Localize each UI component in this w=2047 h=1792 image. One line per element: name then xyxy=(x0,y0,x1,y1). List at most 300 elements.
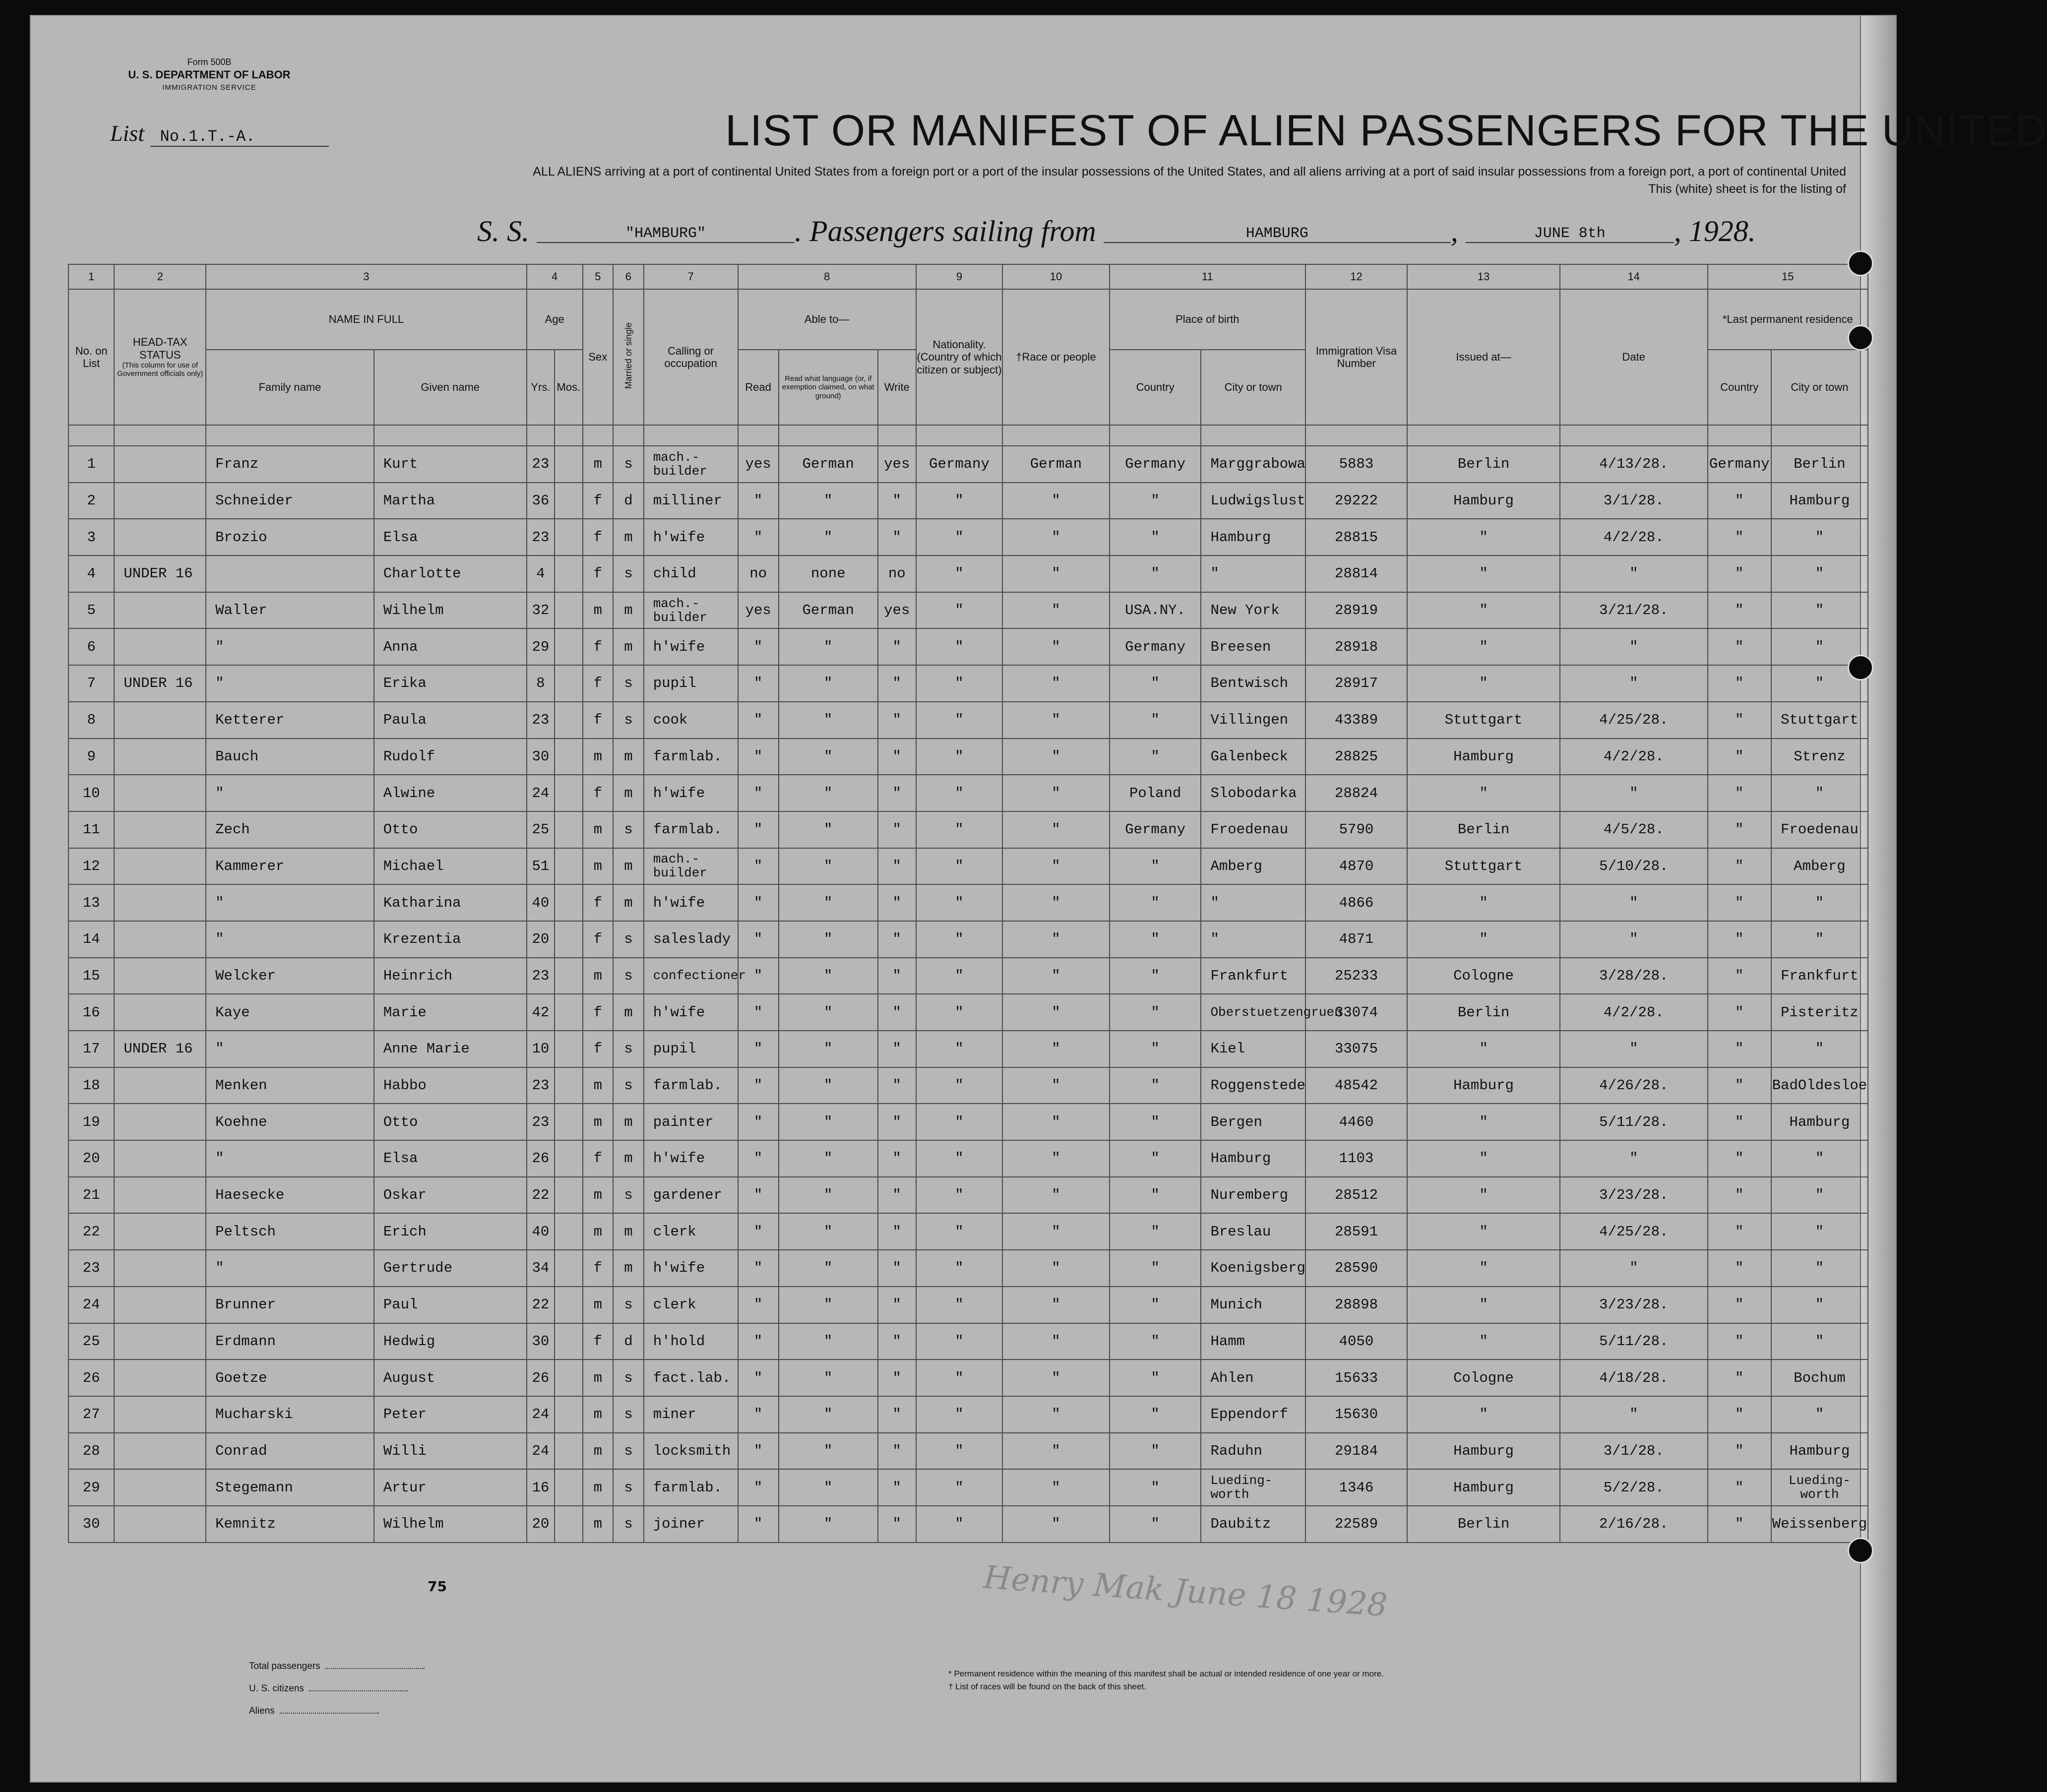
family-name: " xyxy=(206,775,374,811)
residence-city: BadOldesloe xyxy=(1771,1067,1868,1104)
birth-city: Frankfurt xyxy=(1201,958,1305,994)
row-number: 23 xyxy=(68,1250,114,1287)
row-number: 13 xyxy=(68,884,114,921)
visa-date: " xyxy=(1560,1140,1708,1177)
header-head-tax xyxy=(114,289,206,425)
occupation: mach.-builder xyxy=(644,592,738,629)
issued-at: " xyxy=(1407,1104,1560,1140)
race: " xyxy=(1002,519,1110,556)
visa-date: " xyxy=(1560,1250,1708,1287)
sex: f xyxy=(583,1140,614,1177)
occupation: clerk xyxy=(644,1287,738,1323)
birth-city: " xyxy=(1201,921,1305,958)
can-write: " xyxy=(878,1323,916,1360)
head-tax-status xyxy=(114,1506,206,1543)
visa-date: 5/11/28. xyxy=(1560,1104,1708,1140)
subtitle-line-2: This (white) sheet is for the listing of xyxy=(1648,182,1846,196)
table-row xyxy=(68,811,1868,848)
birth-country: " xyxy=(1110,848,1201,885)
birth-country: " xyxy=(1110,1506,1201,1543)
residence-country: " xyxy=(1708,921,1771,958)
read-language: " xyxy=(779,921,878,958)
can-write: " xyxy=(878,958,916,994)
issued-at: Berlin xyxy=(1407,811,1560,848)
head-tax-status xyxy=(114,1104,206,1140)
sex: f xyxy=(583,1323,614,1360)
nationality: " xyxy=(916,884,1002,921)
column-number: 6 xyxy=(613,264,644,289)
table-row xyxy=(68,665,1868,702)
can-write: " xyxy=(878,1104,916,1140)
nationality: " xyxy=(916,1323,1002,1360)
header-married xyxy=(613,289,644,425)
visa-date: " xyxy=(1560,628,1708,665)
family-name: Zech xyxy=(206,811,374,848)
visa-number: 28918 xyxy=(1305,628,1407,665)
marital-status: d xyxy=(613,1323,644,1360)
age-years: 22 xyxy=(527,1177,555,1214)
residence-city: Bochum xyxy=(1771,1359,1868,1396)
birth-city: Lueding-worth xyxy=(1201,1469,1305,1506)
visa-date: 3/1/28. xyxy=(1560,1433,1708,1470)
issued-at: " xyxy=(1407,884,1560,921)
birth-country: " xyxy=(1110,1031,1201,1067)
age-months xyxy=(555,1287,582,1323)
head-tax-status xyxy=(114,1323,206,1360)
age-months xyxy=(555,1323,582,1360)
residence-city: Stuttgart xyxy=(1771,702,1868,739)
issued-at: Hamburg xyxy=(1407,1433,1560,1470)
sex: f xyxy=(583,556,614,592)
family-name: Schneider xyxy=(206,483,374,519)
marital-status: s xyxy=(613,1506,644,1543)
race: " xyxy=(1002,1140,1110,1177)
occupation: h'wife xyxy=(644,994,738,1031)
age-months xyxy=(555,1506,582,1543)
visa-date: 3/23/28. xyxy=(1560,1177,1708,1214)
sex: m xyxy=(583,1287,614,1323)
visa-number: 4460 xyxy=(1305,1104,1407,1140)
read-language: " xyxy=(779,1469,878,1506)
nationality: " xyxy=(916,665,1002,702)
visa-number: 28815 xyxy=(1305,519,1407,556)
nationality: " xyxy=(916,1250,1002,1287)
given-name: Krezentia xyxy=(374,921,527,958)
binder-ring xyxy=(1848,655,1873,680)
birth-country: " xyxy=(1110,1323,1201,1360)
read-language: " xyxy=(779,775,878,811)
subtitle-line-1: ALL ALIENS arriving at a port of continental United States from a foreign port or a port of the insular possessions of the United States, and all aliens arriving at a port of said insular possessions from a foreign port, a port of continental United xyxy=(533,165,1846,179)
residence-country: " xyxy=(1708,739,1771,775)
birth-city: Breslau xyxy=(1201,1213,1305,1250)
can-write: " xyxy=(878,1506,916,1543)
issued-at: Stuttgart xyxy=(1407,848,1560,885)
occupation: saleslady xyxy=(644,921,738,958)
marital-status: s xyxy=(613,1396,644,1433)
race: " xyxy=(1002,592,1110,629)
birth-city: Bentwisch xyxy=(1201,665,1305,702)
can-read: " xyxy=(738,483,779,519)
head-tax-status xyxy=(114,1140,206,1177)
occupation: milliner xyxy=(644,483,738,519)
issued-at: Hamburg xyxy=(1407,739,1560,775)
nationality: " xyxy=(916,921,1002,958)
row-number: 30 xyxy=(68,1506,114,1543)
age-years: 36 xyxy=(527,483,555,519)
can-write: yes xyxy=(878,446,916,483)
age-months xyxy=(555,1469,582,1506)
given-name: Wilhelm xyxy=(374,592,527,629)
birth-country: " xyxy=(1110,519,1201,556)
occupation: h'hold xyxy=(644,1323,738,1360)
row-number: 8 xyxy=(68,702,114,739)
birth-city: Ahlen xyxy=(1201,1359,1305,1396)
can-read: " xyxy=(738,958,779,994)
visa-number: 1346 xyxy=(1305,1469,1407,1506)
row-number: 10 xyxy=(68,775,114,811)
given-name: August xyxy=(374,1359,527,1396)
table-row xyxy=(68,1250,1868,1287)
race: " xyxy=(1002,1067,1110,1104)
visa-number: 1103 xyxy=(1305,1140,1407,1177)
sex: m xyxy=(583,811,614,848)
table-row xyxy=(68,1031,1868,1067)
row-number: 22 xyxy=(68,1213,114,1250)
sex: f xyxy=(583,921,614,958)
race: " xyxy=(1002,739,1110,775)
column-number: 8 xyxy=(738,264,916,289)
occupation: h'wife xyxy=(644,1140,738,1177)
birth-city: Hamburg xyxy=(1201,519,1305,556)
sex: f xyxy=(583,628,614,665)
table-row xyxy=(68,628,1868,665)
issued-at: " xyxy=(1407,1287,1560,1323)
visa-number: 28825 xyxy=(1305,739,1407,775)
visa-date: 2/16/28. xyxy=(1560,1506,1708,1543)
age-years: 22 xyxy=(527,1287,555,1323)
head-tax-status xyxy=(114,702,206,739)
header-place-of-birth: Place of birth xyxy=(1110,289,1305,350)
read-language: none xyxy=(779,556,878,592)
age-months xyxy=(555,921,582,958)
spacer-row xyxy=(68,425,1868,446)
visa-number: 22589 xyxy=(1305,1506,1407,1543)
age-years: 40 xyxy=(527,884,555,921)
birth-city: Koenigsberg xyxy=(1201,1250,1305,1287)
sex: m xyxy=(583,1104,614,1140)
read-language: " xyxy=(779,1104,878,1140)
nationality: " xyxy=(916,1506,1002,1543)
age-years: 26 xyxy=(527,1359,555,1396)
issued-at: " xyxy=(1407,1213,1560,1250)
given-name: Erich xyxy=(374,1213,527,1250)
header-write: Write xyxy=(878,350,916,425)
row-number: 11 xyxy=(68,811,114,848)
marital-status: d xyxy=(613,483,644,519)
form-number: Form 500B xyxy=(187,57,232,67)
head-tax-status: UNDER 16 xyxy=(114,665,206,702)
birth-city: New York xyxy=(1201,592,1305,629)
passenger-table xyxy=(68,264,1868,1543)
departure-port: HAMBURG xyxy=(1104,225,1451,243)
sex: m xyxy=(583,739,614,775)
age-years: 34 xyxy=(527,1250,555,1287)
can-read: " xyxy=(738,1177,779,1214)
header-no-on-list: No. on List xyxy=(68,289,114,425)
nationality: " xyxy=(916,1104,1002,1140)
issued-at: " xyxy=(1407,628,1560,665)
issued-at: " xyxy=(1407,775,1560,811)
can-read: " xyxy=(738,1506,779,1543)
can-read: " xyxy=(738,1031,779,1067)
header-race: †Race or people xyxy=(1002,289,1110,425)
nationality: " xyxy=(916,994,1002,1031)
read-language: " xyxy=(779,1213,878,1250)
birth-country: " xyxy=(1110,1213,1201,1250)
age-months xyxy=(555,775,582,811)
can-write: no xyxy=(878,556,916,592)
aliens-label: Aliens xyxy=(249,1706,275,1716)
visa-number: 28824 xyxy=(1305,775,1407,811)
can-write: yes xyxy=(878,592,916,629)
header-able-to: Able to— xyxy=(738,289,916,350)
birth-country: " xyxy=(1110,483,1201,519)
column-number: 3 xyxy=(206,264,527,289)
occupation: gardener xyxy=(644,1177,738,1214)
occupation: painter xyxy=(644,1104,738,1140)
row-number: 27 xyxy=(68,1396,114,1433)
given-name: Anne Marie xyxy=(374,1031,527,1067)
race: " xyxy=(1002,811,1110,848)
marital-status: m xyxy=(613,1140,644,1177)
birth-country: Germany xyxy=(1110,811,1201,848)
can-write: " xyxy=(878,483,916,519)
birth-city: Munich xyxy=(1201,1287,1305,1323)
row-number: 17 xyxy=(68,1031,114,1067)
header-head-tax-title: HEAD-TAX STATUS xyxy=(132,336,187,361)
age-years: 51 xyxy=(527,848,555,885)
marital-status: m xyxy=(613,739,644,775)
header-date: Date xyxy=(1560,289,1708,425)
age-months xyxy=(555,702,582,739)
occupation: joiner xyxy=(644,1506,738,1543)
header-yrs: Yrs. xyxy=(527,350,555,425)
age-years: 23 xyxy=(527,1104,555,1140)
residence-country: " xyxy=(1708,1323,1771,1360)
page-mark: 75 xyxy=(428,1578,447,1595)
issued-at: " xyxy=(1407,519,1560,556)
table-row xyxy=(68,848,1868,885)
nationality: " xyxy=(916,1469,1002,1506)
age-months xyxy=(555,1359,582,1396)
read-language: " xyxy=(779,483,878,519)
issued-at: Hamburg xyxy=(1407,1469,1560,1506)
issued-at: Stuttgart xyxy=(1407,702,1560,739)
residence-country: " xyxy=(1708,1067,1771,1104)
nationality: " xyxy=(916,1396,1002,1433)
can-read: " xyxy=(738,1433,779,1470)
visa-number: 15630 xyxy=(1305,1396,1407,1433)
family-name: Franz xyxy=(206,446,374,483)
birth-country: " xyxy=(1110,1469,1201,1506)
can-read: no xyxy=(738,556,779,592)
can-write: " xyxy=(878,1469,916,1506)
can-read: " xyxy=(738,1213,779,1250)
ship-line: S. S. "HAMBURG" . Passengers sailing from HAMBURG , JUNE 8th , 1928. xyxy=(477,215,1756,247)
given-name: Erika xyxy=(374,665,527,702)
birth-country: Germany xyxy=(1110,628,1201,665)
age-years: 10 xyxy=(527,1031,555,1067)
race: " xyxy=(1002,665,1110,702)
birth-country: " xyxy=(1110,994,1201,1031)
can-read: " xyxy=(738,811,779,848)
age-years: 4 xyxy=(527,556,555,592)
list-number-line xyxy=(110,120,329,147)
birth-city: Villingen xyxy=(1201,702,1305,739)
head-tax-status xyxy=(114,775,206,811)
manifest-sheet xyxy=(30,15,2047,1783)
table-row xyxy=(68,519,1868,556)
can-read: yes xyxy=(738,446,779,483)
can-read: " xyxy=(738,1067,779,1104)
visa-number: 25233 xyxy=(1305,958,1407,994)
race: " xyxy=(1002,848,1110,885)
can-read: " xyxy=(738,628,779,665)
given-name: Gertrude xyxy=(374,1250,527,1287)
can-write: " xyxy=(878,1396,916,1433)
issued-at: Hamburg xyxy=(1407,1067,1560,1104)
age-months xyxy=(555,739,582,775)
residence-city: " xyxy=(1771,1140,1868,1177)
residence-city: Hamburg xyxy=(1771,483,1868,519)
age-months xyxy=(555,1396,582,1433)
read-language: " xyxy=(779,848,878,885)
read-language: German xyxy=(779,592,878,629)
residence-country: " xyxy=(1708,1104,1771,1140)
race: " xyxy=(1002,1213,1110,1250)
age-years: 25 xyxy=(527,811,555,848)
can-write: " xyxy=(878,775,916,811)
form-identifier xyxy=(105,56,313,94)
occupation: pupil xyxy=(644,1031,738,1067)
residence-city: Froedenau xyxy=(1771,811,1868,848)
head-tax-status xyxy=(114,1287,206,1323)
read-language: " xyxy=(779,1323,878,1360)
issued-at: " xyxy=(1407,1250,1560,1287)
residence-city: " xyxy=(1771,1250,1868,1287)
visa-date: 4/25/28. xyxy=(1560,702,1708,739)
race: " xyxy=(1002,884,1110,921)
residence-country: " xyxy=(1708,994,1771,1031)
residence-country: " xyxy=(1708,1140,1771,1177)
residence-city: Lueding-worth xyxy=(1771,1469,1868,1506)
can-read: " xyxy=(738,665,779,702)
birth-city: Bergen xyxy=(1201,1104,1305,1140)
birth-city: Froedenau xyxy=(1201,811,1305,848)
family-name: Menken xyxy=(206,1067,374,1104)
can-read: " xyxy=(738,519,779,556)
residence-city: Amberg xyxy=(1771,848,1868,885)
row-number: 16 xyxy=(68,994,114,1031)
visa-date: 3/23/28. xyxy=(1560,1287,1708,1323)
occupation: confectioner xyxy=(644,958,738,994)
marital-status: s xyxy=(613,1433,644,1470)
birth-city: Roggenstede xyxy=(1201,1067,1305,1104)
residence-country: " xyxy=(1708,1359,1771,1396)
head-tax-status xyxy=(114,884,206,921)
residence-city: Weissenberg xyxy=(1771,1506,1868,1543)
occupation: farmlab. xyxy=(644,1469,738,1506)
sex: m xyxy=(583,1177,614,1214)
visa-number: 4050 xyxy=(1305,1323,1407,1360)
age-months xyxy=(555,848,582,885)
occupation: farmlab. xyxy=(644,1067,738,1104)
birth-country: " xyxy=(1110,884,1201,921)
header-married-text: Married or single xyxy=(623,322,633,389)
birth-country: " xyxy=(1110,921,1201,958)
visa-date: 4/2/28. xyxy=(1560,519,1708,556)
residence-country: " xyxy=(1708,665,1771,702)
can-write: " xyxy=(878,1031,916,1067)
issued-at: Berlin xyxy=(1407,1506,1560,1543)
row-number: 5 xyxy=(68,592,114,629)
head-tax-status xyxy=(114,994,206,1031)
nationality: " xyxy=(916,811,1002,848)
header-read: Read xyxy=(738,350,779,425)
can-write: " xyxy=(878,1359,916,1396)
residence-city: " xyxy=(1771,1213,1868,1250)
read-language: " xyxy=(779,1359,878,1396)
race: " xyxy=(1002,628,1110,665)
family-name: " xyxy=(206,921,374,958)
header-row-1 xyxy=(68,289,1868,350)
inspector-stamp: Henry Mak June 18 1928 xyxy=(982,1559,1389,1624)
table-row xyxy=(68,1396,1868,1433)
marital-status: s xyxy=(613,702,644,739)
aliens-line xyxy=(249,1700,425,1722)
age-months xyxy=(555,592,582,629)
visa-number: 4871 xyxy=(1305,921,1407,958)
birth-country: " xyxy=(1110,1177,1201,1214)
sex: f xyxy=(583,483,614,519)
birth-city: Hamburg xyxy=(1201,1140,1305,1177)
family-name: Kammerer xyxy=(206,848,374,885)
marital-status: m xyxy=(613,1250,644,1287)
marital-status: s xyxy=(613,556,644,592)
birth-city: " xyxy=(1201,884,1305,921)
residence-city: " xyxy=(1771,1287,1868,1323)
marital-status: m xyxy=(613,848,644,885)
read-language: " xyxy=(779,628,878,665)
residence-country: " xyxy=(1708,592,1771,629)
visa-number: 29222 xyxy=(1305,483,1407,519)
totals-block xyxy=(249,1655,425,1722)
marital-status: s xyxy=(613,921,644,958)
head-tax-status xyxy=(114,811,206,848)
family-name: Mucharski xyxy=(206,1396,374,1433)
can-read: " xyxy=(738,775,779,811)
race: " xyxy=(1002,958,1110,994)
visa-date: 4/13/28. xyxy=(1560,446,1708,483)
age-months xyxy=(555,1031,582,1067)
head-tax-status: UNDER 16 xyxy=(114,1031,206,1067)
table-row xyxy=(68,739,1868,775)
can-write: " xyxy=(878,665,916,702)
visa-date: 4/25/28. xyxy=(1560,1213,1708,1250)
given-name: Paula xyxy=(374,702,527,739)
race: " xyxy=(1002,921,1110,958)
age-years: 24 xyxy=(527,1433,555,1470)
